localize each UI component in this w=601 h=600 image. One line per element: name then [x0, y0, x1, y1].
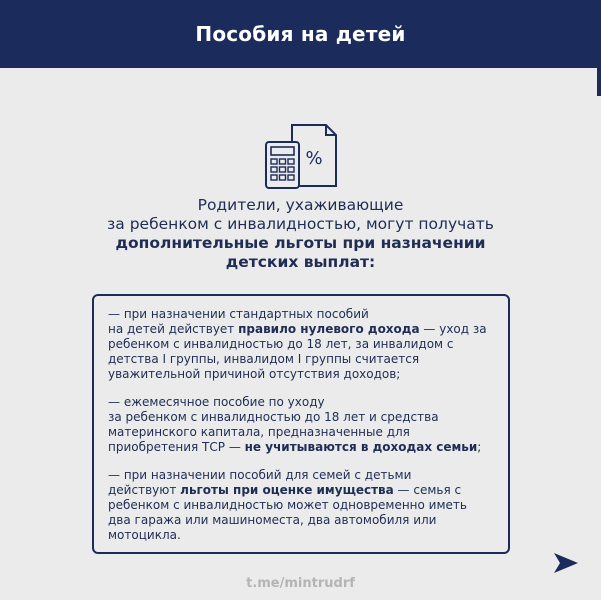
text-line: за ребенком с инвалидностью до 18 лет и средства	[108, 410, 439, 424]
text-line: уважительной причиной отсутствия доходов;	[108, 367, 401, 381]
calculator-percent-document-icon	[262, 122, 340, 192]
side-accent	[597, 68, 601, 96]
telegram-link[interactable]: t.me/mintrudrf	[246, 576, 355, 591]
highlight-text: льготы при оценке имущества	[180, 483, 394, 497]
svg-text:%: %	[305, 148, 323, 169]
intro-line-bold: дополнительные льготы при назначении	[115, 234, 486, 252]
intro-text	[60, 196, 541, 272]
text-span: на детей действует	[108, 322, 239, 336]
text-line: — ежемесячное пособие по уходу	[108, 395, 325, 409]
text-span: действуют	[108, 483, 181, 497]
text-line: — при назначении пособий для семей с детьми	[108, 468, 412, 482]
text-line: мотоцикла.	[108, 528, 181, 542]
arrow-right-icon[interactable]	[551, 549, 581, 577]
text-line: материнского капитала, предназначенные для	[108, 425, 410, 439]
page-title: Пособия на детей	[195, 22, 406, 46]
benefit-item-zero-income	[108, 307, 494, 382]
intro-line: Родители, ухаживающие	[197, 196, 404, 214]
text-line: детства I группы, инвалидом I группы считается	[108, 352, 420, 366]
text-line: два гаража или машиноместа, два автомобиля или	[108, 513, 437, 527]
benefit-item-income-exclusion	[108, 395, 494, 455]
highlight-text: правило нулевого дохода	[238, 322, 420, 336]
header-bar	[0, 0, 601, 68]
text-line	[108, 483, 494, 498]
text-line	[108, 440, 494, 455]
text-line	[108, 322, 494, 337]
intro-line: за ребенком с инвалидностью, могут получать	[107, 215, 494, 233]
text-span: — семья с	[393, 483, 462, 497]
benefit-item-property	[108, 468, 494, 543]
text-span: — уход за	[419, 322, 487, 336]
text-line: — при назначении стандартных пособий	[108, 307, 369, 321]
text-line: ребенком с инвалидностью до 18 лет, за инвалидом с	[108, 337, 454, 351]
text-span: ;	[477, 440, 482, 454]
text-line: ребенком с инвалидностью может одновременно иметь	[108, 498, 467, 512]
highlight-text: не учитываются в доходах семьи	[244, 440, 478, 454]
benefits-card	[92, 294, 510, 554]
intro-line-bold: детских выплат:	[225, 253, 376, 271]
text-span: приобретения ТСР —	[108, 440, 245, 454]
